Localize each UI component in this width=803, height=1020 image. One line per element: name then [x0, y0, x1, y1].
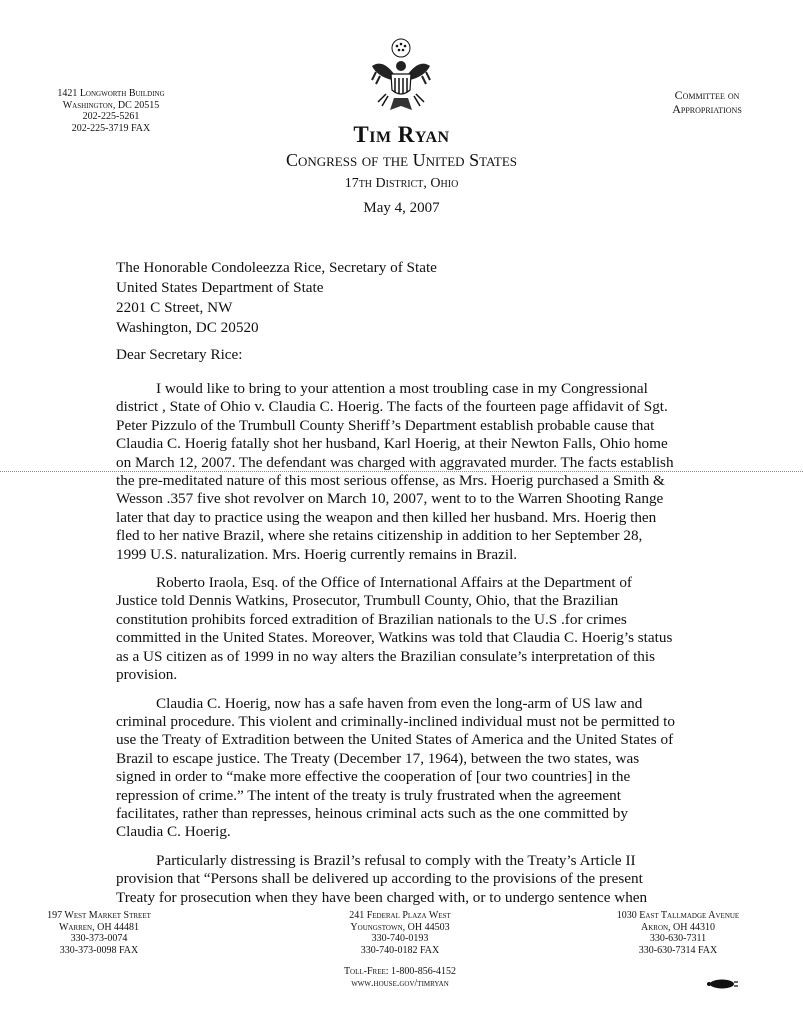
phone-number: 330-630-7311	[649, 933, 707, 944]
scan-artifact-line	[0, 471, 803, 472]
akron-office-address	[598, 910, 758, 956]
body-paragraph: Claudia C. Hoerig, now has a safe haven from even the long-arm of US law and criminal procedure. This violent and criminally-inclined individual must not be permitted to use the Treaty of Extradition between the United States of America and the United States of Brazil to escape justice. The Treaty (December 17, 1964), between the two states, was signed in order to “make more effective the cooperation of [our two countries] in the repression of crime.” The intent of the treaty is truly frustrated when the agreement facilitates, rather than represses, heinous criminal acts such as the one committed by Claudia C. Hoerig.	[116, 694, 675, 841]
committee-assignment	[652, 88, 762, 116]
address-line: 197 West Market Street	[47, 910, 151, 921]
address-line: 1421 Longworth Building	[57, 88, 165, 99]
address-line: Washington, DC 20515	[62, 99, 160, 111]
address-line: Akron, OH 44310	[641, 921, 715, 933]
recipient-line: Washington, DC 20520	[116, 319, 259, 336]
address-line: Warren, OH 44481	[58, 921, 140, 933]
fax-number: 202-225-3719 FAX	[71, 122, 151, 134]
recipient-line: United States Department of State	[116, 279, 324, 296]
member-name: Tim Ryan	[353, 122, 450, 147]
youngstown-office-address	[320, 910, 480, 956]
address-line: 1030 East Tallmadge Avenue	[616, 910, 740, 921]
phone-number: 330-740-0193	[371, 933, 429, 944]
union-bug-icon	[704, 977, 740, 989]
toll-free-number: Toll-Free: 1-800-856-4152	[343, 966, 457, 977]
letter-body	[116, 380, 676, 917]
recipient-address	[116, 258, 437, 338]
fax-number: 330-373-0098 FAX	[59, 944, 139, 956]
fax-number: 330-740-0182 FAX	[360, 944, 440, 956]
recipient-line: The Honorable Condoleezza Rice, Secretary of State	[116, 259, 437, 276]
body-paragraph: Particularly distressing is Brazil’s refusal to comply with the Treaty’s Article II provision that “Persons shall be delivered up according to the provisions of the present Treaty for prosecution when they have been charged with, or to undergo sentence when	[116, 851, 648, 906]
committee-line: Appropriations	[672, 102, 742, 116]
congress-title: Congress of the United States	[285, 150, 518, 170]
toll-free-block	[300, 966, 500, 989]
body-paragraph: Roberto Iraola, Esq. of the Office of International Affairs at the Department of Justice told Dennis Watkins, Prosecutor, Trumbull County, Ohio, that the Brazilian constitution prohibits forced extradition of Brazilian nationals to the U.S .for crimes committed in the United States. Moreover, Watkins was told that Claudia C. Hoerig’s status as a US citizen as of 1999 in no way alters the Brazilian consulate’s interpretation of this provision.	[116, 574, 673, 684]
committee-line: Committee on	[674, 88, 740, 102]
website-link[interactable]: www.house.gov/timryan	[351, 977, 449, 989]
salutation: Dear Secretary Rice:	[116, 346, 243, 363]
warren-office-address	[24, 910, 174, 956]
address-line: 241 Federal Plaza West	[349, 910, 451, 921]
district-line: 17th District, Ohio	[344, 176, 459, 191]
letter-date: May 4, 2007	[363, 200, 440, 216]
great-seal-eagle-icon	[366, 36, 436, 114]
phone-number: 202-225-5261	[82, 111, 140, 122]
fax-number: 330-630-7314 FAX	[638, 944, 718, 956]
recipient-line: 2201 C Street, NW	[116, 299, 233, 316]
address-line: Youngstown, OH 44503	[350, 921, 450, 933]
phone-number: 330-373-0074	[70, 933, 128, 944]
body-paragraph: I would like to bring to your attention a most troubling case in my Congressional district , State of Ohio v. Claudia C. Hoerig. The facts of the fourteen page affidavit of Sgt. Peter Pizzulo of the Trumbull County Sheriff’s Department establish probable cause that Claudia C. Hoerig fatally shot her husband, Karl Hoerig, at their Newton Falls, Ohio home on March 12, 2007. The defendant was charged with aggravated murder. The facts establish the pre-meditated nature of this most serious offense, as Mrs. Hoerig purchased a Smith & Wesson .357 five shot revolver on March 10, 2007, went to to the Warren Shooting Range later that day to practice using the weapon and then killed her husband. Mrs. Hoerig then fled to her native Brazil, where she retains citizenship in addition to her September 28, 1999 U.S. naturalization. Mrs. Hoerig currently remains in Brazil.	[116, 380, 674, 563]
